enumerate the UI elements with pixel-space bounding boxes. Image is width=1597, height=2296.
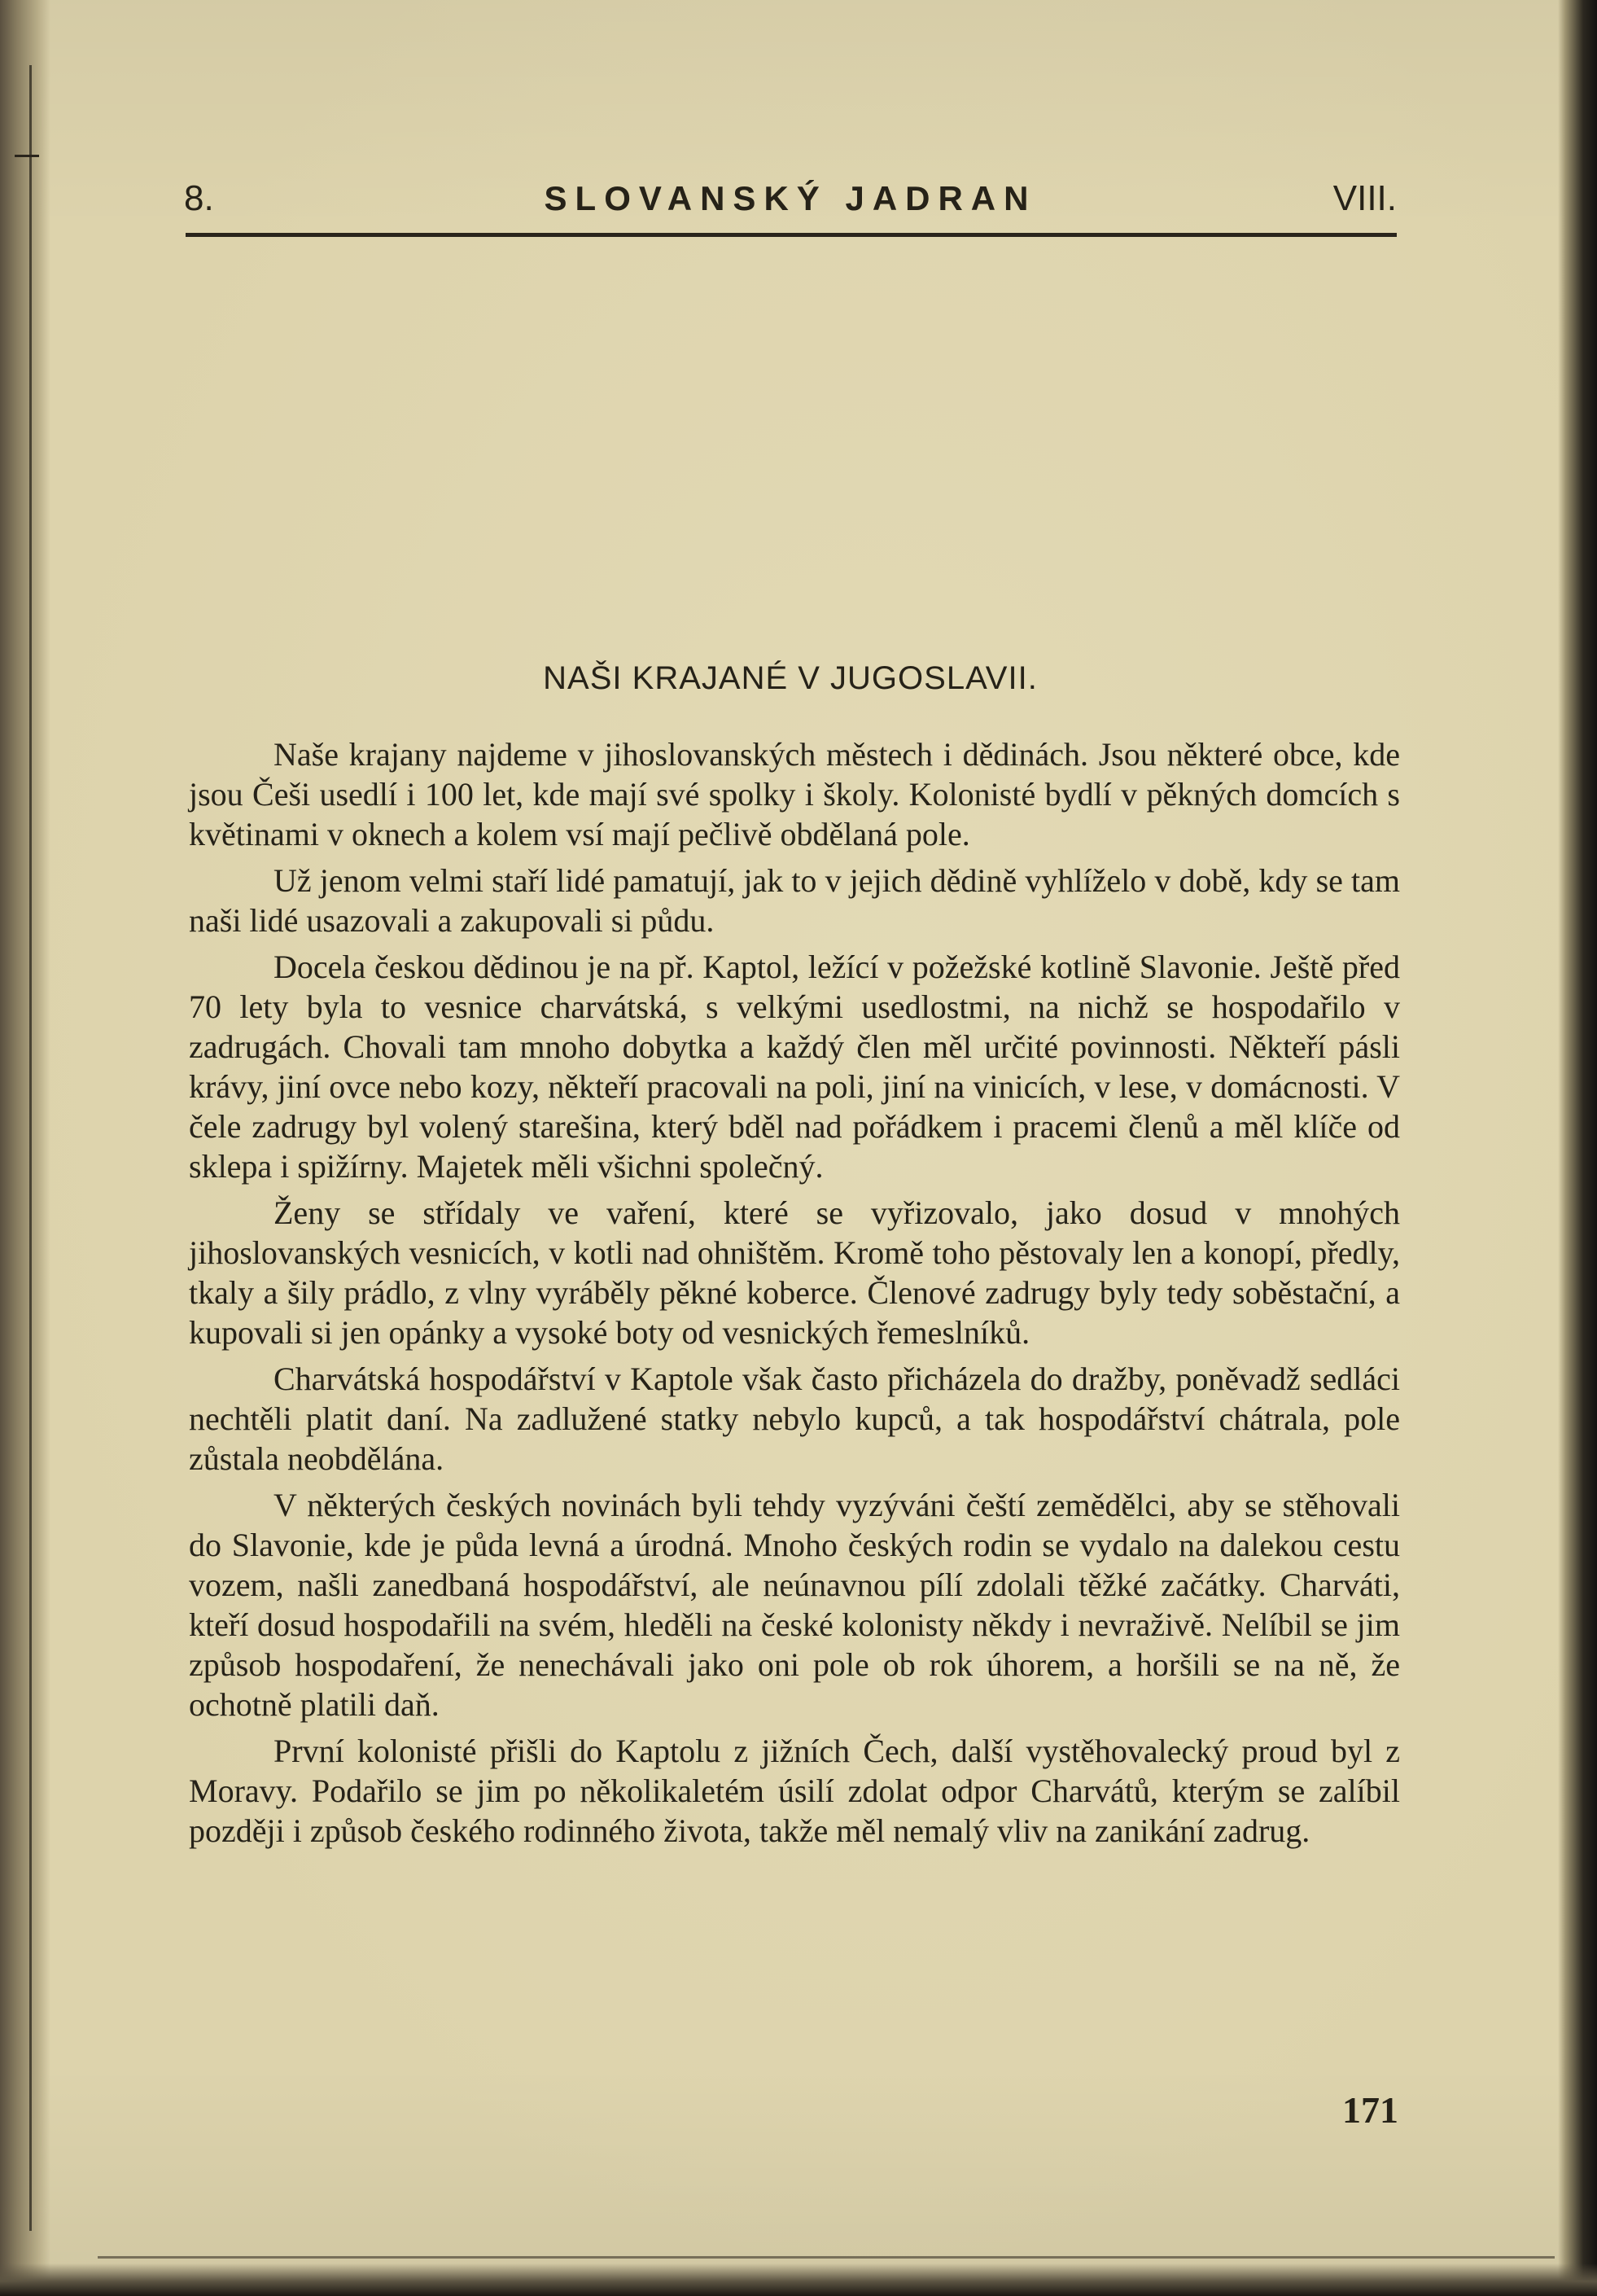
paragraph: Ženy se střídaly ve vaření, které se vyřizovalo, jako dosud v mnohých jihoslovanských vesnicích, v kotli nad ohništěm. Kromě toho pěstovaly len a konopí, předly, tkaly a šily prádlo, z vlny vyráběly pěkné koberce. Členové zadrugy byly tedy soběstační, a kupovali si jen opánky a vysoké boty od vesnických řemeslníků.: [189, 1194, 1400, 1351]
article-heading: NAŠI KRAJANÉ V JUGOSLAVII.: [543, 660, 1038, 696]
page-bottom-edge: [0, 2263, 1597, 2296]
bottom-edge-line: [98, 2256, 1555, 2259]
header-rule: [186, 233, 1397, 237]
article-body: [189, 734, 1400, 1857]
running-header: [184, 174, 1397, 223]
paragraph: První kolonisté přišli do Kaptolu z jižních Čech, další vystěhovalecký proud byl z Moravy. Podařilo se jim po několikaletém úsilí zdolat odpor Charvátů, kterým se zalíbil později i způsob českého rodinného života, takže měl nemalý vliv na zanikání zadrug.: [189, 1733, 1400, 1849]
paragraph: Už jenom velmi staří lidé pamatují, jak to v jejich dědině vyhlíželo v době, kdy se tam naši lidé usazovali a zakupovali si půdu.: [189, 862, 1400, 939]
paragraph: Docela českou dědinou je na př. Kaptol, ležící v požežské kotlině Slavonie. Ještě před 70 lety byla to vesnice charvátská, s velkými usedlostmi, na nichž se hospodařilo v zadrugách. Chovali tam mnoho dobytka a každý člen měl určité povinnosti. Někteří pásli krávy, jiní ovce nebo kozy, někteří pracovali na poli, jiní na vinicích, v lese, v domácnosti. V čele zadrugy byl volený starešina, který bděl nad pořádkem i pracemi členů a měl klíče od sklepa i spižírny. Majetek měli všichni společný.: [189, 949, 1400, 1185]
journal-title: SLOVANSKÝ JADRAN: [544, 179, 1037, 217]
paragraph: Naše krajany najdeme v jihoslovanských městech i dědinách. Jsou některé obce, kde jsou Češi usedlí i 100 let, kde mají své spolky i školy. Kolonisté bydlí v pěkných domcích s květinami v oknech a kolem vsí mají pečlivě obdělaná pole.: [189, 736, 1400, 852]
binding-line: [29, 65, 32, 2231]
paragraph: Charvátská hospodářství v Kaptole však často přicházela do dražby, poněvadž sedláci nechtěli platit daní. Na zadlužené statky nebylo kupců, a tak hospodářství chátrala, pole zůstala neobdělána.: [189, 1361, 1400, 1477]
paragraph: V některých českých novinách byli tehdy vyzýváni čeští zemědělci, aby se stěhovali do Slavonie, kde je půda levná a úrodná. Mnoho českých rodin se vydalo na dalekou cestu vozem, našli zanedbaná hospodářství, ale neúnavnou pílí zdolali těžké začátky. Charváti, kteří dosud hospodařili na svém, hleděli na české kolonisty někdy i nevraživě. Nelíbil se jim způsob hospodaření, že nenechávali jako oni pole ob rok úhorem, a horšili se na ně, že ochotně platili daň.: [189, 1487, 1400, 1723]
header-page-number: 8.: [184, 178, 214, 218]
volume-number: VIII.: [1332, 178, 1397, 218]
page-left-edge: [0, 0, 50, 2296]
page-right-edge: [1558, 0, 1597, 2296]
binding-tick: [15, 155, 39, 157]
folio-page-number: 171: [1342, 2089, 1398, 2131]
